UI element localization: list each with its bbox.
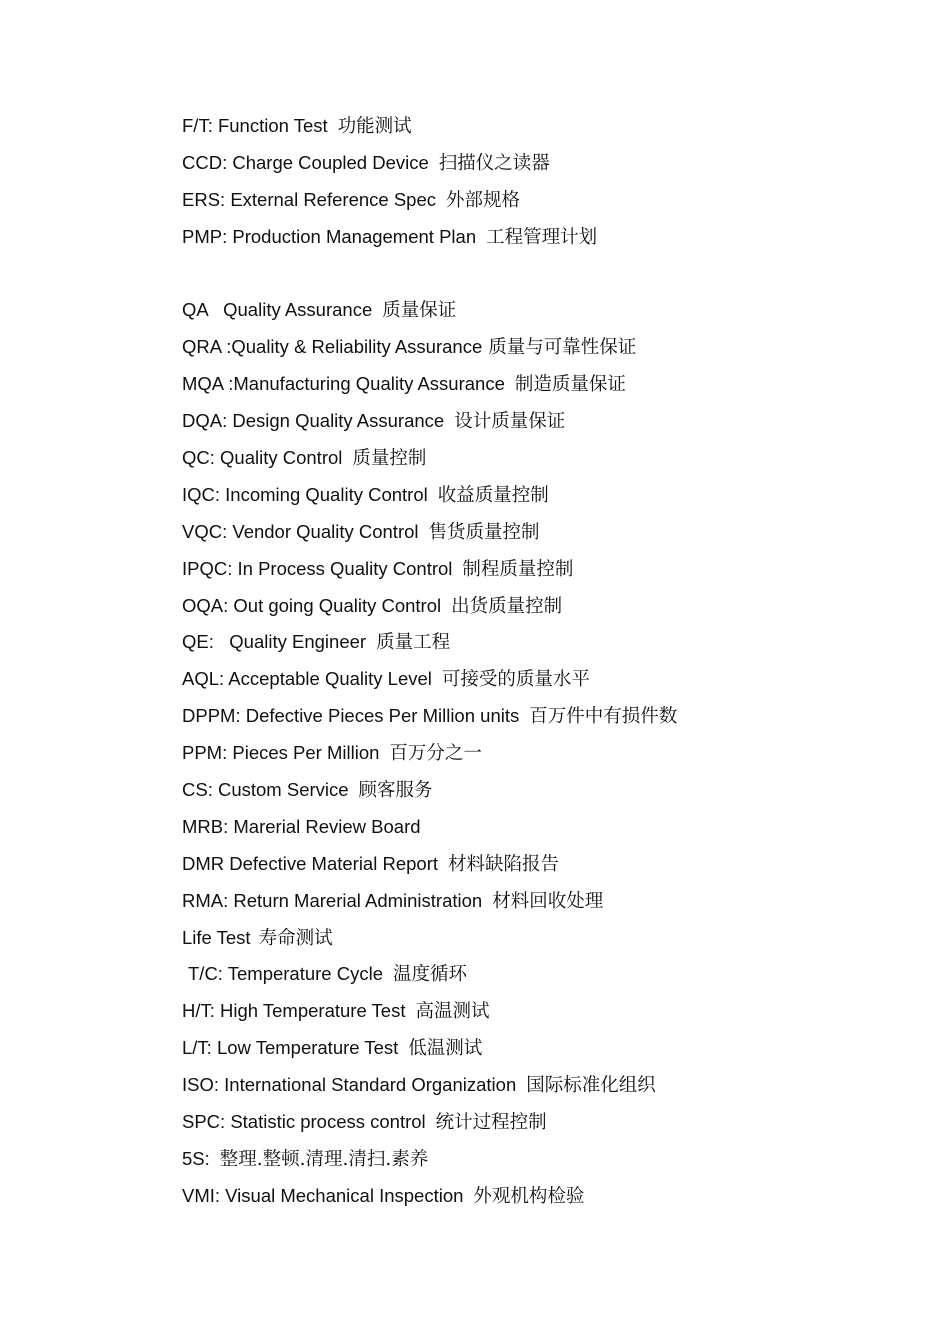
term-chinese: 外部规格 bbox=[446, 189, 521, 211]
term-english: MQA :Manufacturing Quality Assurance bbox=[182, 373, 505, 395]
term-english: CS: Custom Service bbox=[182, 779, 349, 801]
term-chinese: 质量工程 bbox=[376, 632, 451, 654]
glossary-entry bbox=[182, 370, 882, 407]
term-chinese: 可接受的质量水平 bbox=[441, 669, 590, 691]
term-english: L/T: Low Temperature Test bbox=[182, 1037, 399, 1059]
term-chinese: 售货质量控制 bbox=[428, 521, 540, 543]
term-english: H/T: High Temperature Test bbox=[182, 1000, 406, 1022]
glossary-entry bbox=[182, 960, 882, 997]
term-english: 5S: bbox=[182, 1147, 210, 1169]
term-english: DMR Defective Material Report bbox=[182, 852, 438, 874]
glossary-entry bbox=[182, 1145, 882, 1182]
glossary-list bbox=[182, 112, 882, 1219]
glossary-entry bbox=[182, 333, 882, 370]
glossary-entry bbox=[182, 186, 882, 223]
glossary-entry bbox=[182, 1108, 882, 1145]
term-english: F/T: Function Test bbox=[182, 115, 328, 136]
term-english: ISO: International Standard Organization bbox=[182, 1074, 517, 1096]
term-english: OQA: Out going Quality Control bbox=[182, 594, 442, 616]
term-english: Life Test bbox=[182, 926, 251, 948]
term-english: MRB: Marerial Review Board bbox=[182, 815, 421, 837]
term-chinese: 外观机构检验 bbox=[473, 1185, 585, 1207]
term-chinese: 质量与可靠性保证 bbox=[488, 337, 637, 359]
term-english: T/C: Temperature Cycle bbox=[188, 963, 383, 985]
glossary-entry bbox=[182, 628, 882, 665]
glossary-entry bbox=[182, 739, 882, 776]
term-english: ERS: External Reference Spec bbox=[182, 188, 436, 210]
term-chinese: 寿命测试 bbox=[258, 927, 333, 949]
term-english: VQC: Vendor Quality Control bbox=[182, 520, 419, 542]
term-chinese: 整理.整顿.清理.清扫.素养 bbox=[219, 1148, 429, 1170]
term-english: PPM: Pieces Per Million bbox=[182, 742, 380, 764]
term-chinese: 百万分之一 bbox=[389, 743, 482, 765]
glossary-entry bbox=[182, 997, 882, 1034]
term-chinese: 材料回收处理 bbox=[492, 890, 604, 912]
term-chinese: 温度循环 bbox=[393, 964, 468, 986]
term-chinese: 制程质量控制 bbox=[462, 558, 574, 580]
glossary-entry bbox=[182, 776, 882, 813]
term-chinese: 顾客服务 bbox=[358, 780, 433, 802]
term-english: SPC: Statistic process control bbox=[182, 1111, 426, 1133]
glossary-entry bbox=[182, 924, 882, 961]
glossary-entry bbox=[182, 850, 882, 887]
glossary-entry bbox=[182, 149, 882, 186]
glossary-entry bbox=[182, 887, 882, 924]
glossary-entry bbox=[182, 296, 882, 333]
glossary-entry bbox=[182, 444, 882, 481]
glossary-entry bbox=[182, 555, 882, 592]
glossary-entry bbox=[182, 223, 882, 260]
term-chinese: 质量控制 bbox=[352, 448, 427, 470]
term-chinese: 材料缺陷报告 bbox=[448, 853, 560, 875]
glossary-entry bbox=[182, 592, 882, 629]
term-english: QRA :Quality & Reliability Assurance bbox=[182, 336, 483, 358]
glossary-entry bbox=[182, 407, 882, 444]
term-chinese: 收益质量控制 bbox=[437, 484, 549, 506]
glossary-entry bbox=[182, 702, 882, 739]
term-chinese: 工程管理计划 bbox=[486, 226, 598, 248]
term-chinese: 制造质量保证 bbox=[514, 374, 626, 396]
glossary-entry bbox=[182, 1034, 882, 1071]
section-gap bbox=[182, 260, 882, 297]
glossary-entry bbox=[182, 1071, 882, 1108]
term-english: DQA: Design Quality Assurance bbox=[182, 410, 445, 432]
term-chinese: 百万件中有损件数 bbox=[529, 706, 678, 728]
term-chinese: 统计过程控制 bbox=[435, 1112, 547, 1134]
term-english: QA Quality Assurance bbox=[182, 299, 373, 321]
term-english: CCD: Charge Coupled Device bbox=[182, 151, 429, 173]
term-chinese: 功能测试 bbox=[337, 116, 412, 137]
term-english: AQL: Acceptable Quality Level bbox=[182, 668, 432, 690]
term-chinese: 低温测试 bbox=[408, 1038, 483, 1060]
term-english: IPQC: In Process Quality Control bbox=[182, 557, 453, 579]
term-english: DPPM: Defective Pieces Per Million units bbox=[182, 705, 520, 727]
term-english: QC: Quality Control bbox=[182, 447, 343, 469]
term-english: VMI: Visual Mechanical Inspection bbox=[182, 1184, 464, 1206]
term-chinese: 质量保证 bbox=[382, 300, 457, 322]
term-chinese: 设计质量保证 bbox=[454, 411, 566, 433]
term-english: QE: Quality Engineer bbox=[182, 631, 367, 653]
glossary-entry bbox=[182, 813, 882, 850]
glossary-entry bbox=[182, 518, 882, 555]
term-english: RMA: Return Marerial Administration bbox=[182, 889, 483, 911]
glossary-entry bbox=[182, 481, 882, 518]
term-english: IQC: Incoming Quality Control bbox=[182, 483, 428, 505]
term-chinese: 国际标准化组织 bbox=[526, 1075, 656, 1097]
term-chinese: 高温测试 bbox=[415, 1001, 490, 1023]
term-chinese: 扫描仪之读器 bbox=[438, 152, 550, 174]
glossary-entry bbox=[182, 112, 882, 149]
glossary-entry bbox=[182, 665, 882, 702]
term-english: PMP: Production Management Plan bbox=[182, 225, 477, 247]
term-chinese: 出货质量控制 bbox=[451, 595, 563, 617]
glossary-entry bbox=[182, 1182, 882, 1219]
